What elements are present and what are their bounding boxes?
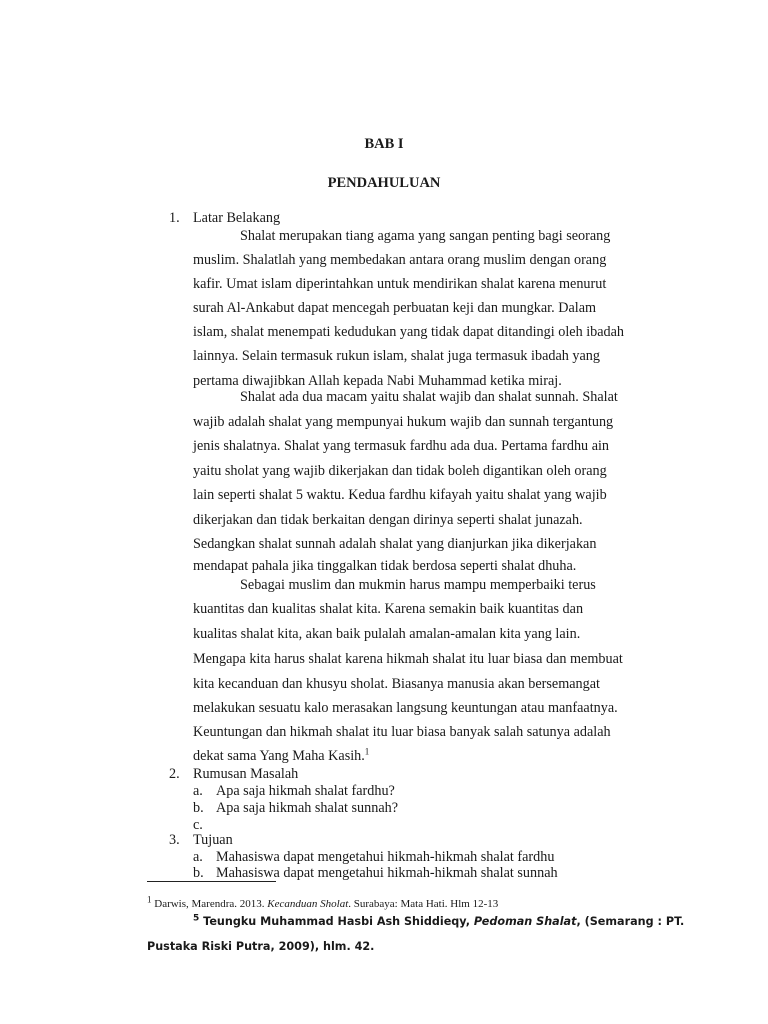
paragraph-line: muslim. Shalatlah yang membedakan antara orang muslim dengan orang	[193, 252, 607, 268]
paragraph-line: Mengapa kita harus shalat karena hikmah shalat itu luar biasa dan membuat	[193, 651, 623, 667]
footnote-1	[147, 894, 499, 910]
paragraph-line: islam, shalat menempati kedudukan yang tidak dapat ditandingi oleh ibadah	[193, 324, 625, 340]
paragraph-line: melakukan sesuatu kalo merasakan langsung keuntungan atau manfaatnya.	[193, 700, 618, 716]
list-item: Mahasiswa dapat mengetahui hikmah-hikmah shalat fardhu	[216, 849, 555, 865]
paragraph-text: dekat sama Yang Maha Kasih.	[193, 748, 365, 764]
footnote-book-title: Pedoman Shalat	[473, 915, 577, 928]
paragraph-line: lain seperti shalat 5 waktu. Kedua fardhu kifayah yaitu shalat yang wajib	[193, 487, 607, 503]
paragraph-line: kita kecanduan dan khusyu sholat. Biasanya manusia akan bersemangat	[193, 676, 600, 692]
section-number: 3.	[169, 832, 180, 848]
footnote-text: Darwis, Marendra. 2013.	[154, 898, 268, 910]
section-number: 1.	[169, 210, 180, 226]
section-title: Tujuan	[193, 832, 233, 848]
footnote-text: Teungku Muhammad Hasbi Ash Shiddieqy,	[203, 915, 474, 928]
chapter-title: PENDAHULUAN	[327, 175, 441, 191]
list-item: Apa saja hikmah shalat sunnah?	[216, 800, 399, 816]
footnote-separator	[147, 881, 276, 882]
paragraph-line: Sedangkan shalat sunnah adalah shalat yang dianjurkan jika dikerjakan	[193, 536, 597, 552]
footnote-book-title: Kecanduan Sholat	[267, 898, 349, 910]
footnote-text: , (Semarang : PT.	[576, 915, 685, 928]
footnote-mark: 5	[193, 913, 200, 924]
section-number: 2.	[169, 766, 180, 782]
footnote-2-line2: Pustaka Riski Putra, 2009), hlm. 42.	[147, 940, 375, 953]
list-item: Mahasiswa dapat mengetahui hikmah-hikmah shalat sunnah	[216, 865, 558, 881]
paragraph-line: kuantitas dan kualitas shalat kita. Karena semakin baik kuantitas dan	[193, 601, 584, 617]
paragraph-line: Sebagai muslim dan mukmin harus mampu memperbaiki terus	[240, 577, 596, 593]
paragraph-line: kualitas shalat kita, akan baik pulalah amalan-amalan kita yang lain.	[193, 626, 581, 642]
footnote-2-line1	[193, 915, 684, 928]
section-title: Latar Belakang	[193, 210, 281, 226]
chapter-label: BAB I	[364, 136, 404, 152]
paragraph-line: wajib adalah shalat yang mempunyai hukum wajib dan sunnah tergantung	[193, 414, 614, 430]
list-item-letter: b.	[193, 865, 204, 881]
paragraph-line: dikerjakan dan tidak berkaitan dengan dirinya seperti shalat junazah.	[193, 512, 583, 528]
paragraph-line	[193, 748, 369, 765]
list-item-letter: b.	[193, 800, 204, 816]
paragraph-line: kafir. Umat islam diperintahkan untuk mendirikan shalat karena menurut	[193, 276, 607, 292]
paragraph-line: lainnya. Selain termasuk rukun islam, shalat juga termasuk ibadah yang	[193, 348, 600, 364]
paragraph-line: mendapat pahala jika tinggalkan tidak berdosa seperti shalat dhuha.	[193, 558, 577, 574]
list-item-letter: a.	[193, 783, 203, 799]
paragraph-line: yaitu sholat yang wajib dikerjakan dan tidak boleh digantikan oleh orang	[193, 463, 607, 479]
list-item-letter: a.	[193, 849, 203, 865]
paragraph-line: Shalat merupakan tiang agama yang sangan penting bagi seorang	[240, 228, 611, 244]
footnote-mark: 1	[147, 894, 152, 905]
paragraph-line: surah Al-Ankabut dapat mencegah perbuatan keji dan mungkar. Dalam	[193, 300, 597, 316]
footnote-text: . Surabaya: Mata Hati. Hlm 12-13	[348, 898, 499, 910]
paragraph-line: jenis shalatnya. Shalat yang termasuk fardhu ada dua. Pertama fardhu ain	[193, 438, 610, 454]
footnote-reference: 1	[364, 746, 370, 757]
paragraph-line: Shalat ada dua macam yaitu shalat wajib dan shalat sunnah. Shalat	[240, 389, 618, 405]
list-item-letter: c.	[193, 817, 203, 833]
list-item: Apa saja hikmah shalat fardhu?	[216, 783, 395, 799]
section-title: Rumusan Masalah	[193, 766, 299, 782]
paragraph-line: Keuntungan dan hikmah shalat itu luar biasa banyak salah satunya adalah	[193, 724, 611, 740]
paragraph-line: pertama diwajibkan Allah kepada Nabi Muhammad ketika miraj.	[193, 373, 562, 389]
